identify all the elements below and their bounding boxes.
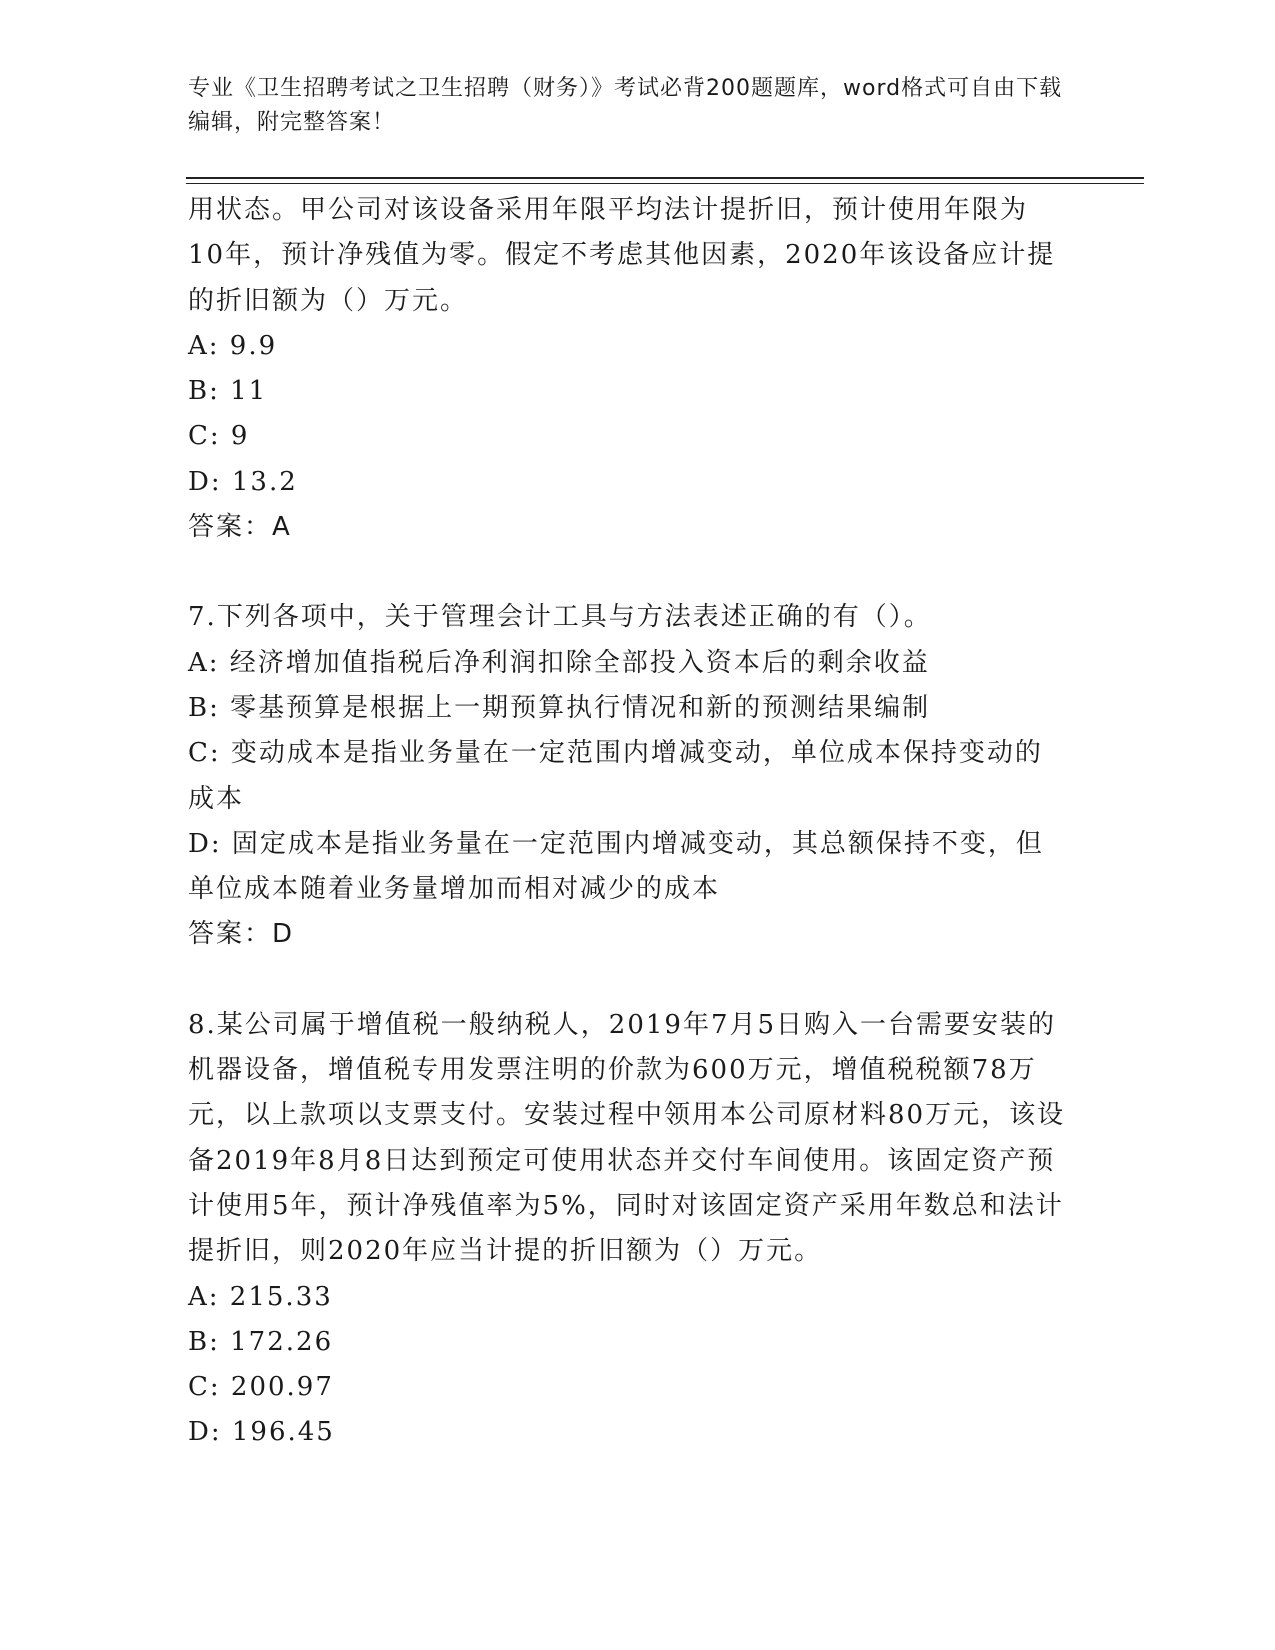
q6-option-c: C: 9 [188, 421, 250, 452]
spacer [188, 958, 1068, 1003]
q6-stem-line: 的折旧额为（）万元。 [188, 285, 469, 316]
q8-option-a: A: 215.33 [188, 1281, 333, 1312]
q6-option-a: A: 9.9 [188, 330, 278, 361]
document-body [188, 188, 1068, 1456]
q7-answer: 答案：D [188, 919, 295, 950]
q7-option-a: A: 经济增加值指税后净利润扣除全部投入资本后的剩余收益 [188, 647, 930, 678]
q6-stem-line: 用状态。甲公司对该设备采用年限平均法计提折旧，预计使用年限为 [188, 195, 1029, 225]
q6-option-b: B: 11 [188, 376, 268, 407]
q8-stem: 8.某公司属于增值税一般纳税人，2019年7月5日购入一台需要安装的机器设备，增值税专用发票注明的价款为600万元，增值税税额78万元，以上款项以支票支付。安装过程中领用本公司原材料80万元，该设备2019年8月8日达到预定可使用状态并交付车间使用。该固定资产预计使用5年，预计净残值率为5%，同时对该固定资产采用年数总和法计提折旧，则2020年应当计提的折旧额为（）万元。 [188, 1009, 1066, 1267]
page-header: 专业《卫生招聘考试之卫生招聘（财务）》考试必背200题题库，word格式可自由下载编辑，附完整答案！ [188, 76, 1063, 135]
q7-option-b: B: 零基预算是根据上一期预算执行情况和新的预测结果编制 [188, 692, 931, 723]
q7-option-c: C: 变动成本是指业务量在一定范围内增减变动，单位成本保持变动的成本 [188, 738, 1043, 814]
q7-stem: 7.下列各项中，关于管理会计工具与方法表述正确的有（）。 [188, 602, 932, 633]
spacer [188, 550, 1068, 595]
q8-option-b: B: 172.26 [188, 1326, 334, 1357]
q6-answer: 答案：A [188, 512, 292, 543]
q7-option-d: D: 固定成本是指业务量在一定范围内增减变动，其总额保持不变，但单位成本随着业务量增加而相对减少的成本 [188, 828, 1044, 905]
q8-option-d: D: 196.45 [188, 1417, 335, 1448]
header-divider-thin [186, 183, 1144, 184]
q6-option-d: D: 13.2 [188, 466, 298, 497]
q6-stem-line: 10年，预计净残值为零。假定不考虑其他因素，2020年该设备应计提 [188, 240, 1056, 271]
q8-option-c: C: 200.97 [188, 1372, 334, 1403]
header-divider-thick [186, 177, 1144, 179]
